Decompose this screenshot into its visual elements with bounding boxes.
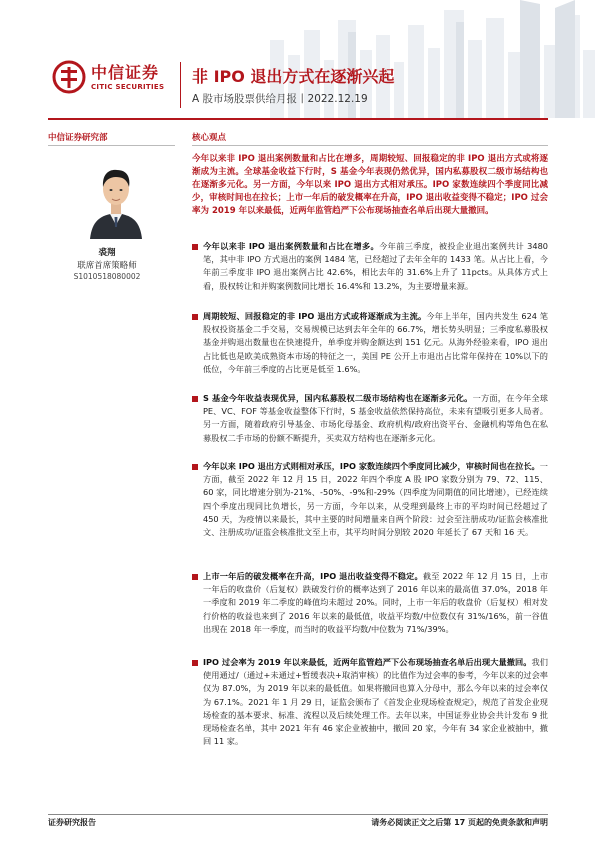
bullet-5-text: 截至 2022 年 12 月 15 日，上市一年后的收盘价（后复权）跌破发行价的概率达到了 2016 年以来的最高值 37.0%，2018 年一季度和 2019 年二季度的峰值均未超过 20%。同时，上市一年后的收盘价（后复权）相对发行价格的收益也来到了 2016 年以来的最低值，收益平均数/中位数仅有 31%/16%，前一谷值出现在 2018 年一季度，而当时的收益平均数/中位数为 71%/39%。 [203, 571, 549, 634]
bullet-6 [192, 656, 548, 748]
bullet-5 [192, 570, 548, 636]
analyst-avatar [86, 159, 146, 239]
brand-logo [52, 60, 164, 94]
analyst-role: 联席首席策略师 [77, 261, 137, 271]
header-divider [180, 62, 181, 108]
bullet-5-bold: 上市一年后的破发概率在升高，IPO 退出收益变得不稳定。 [203, 571, 423, 581]
footer-rule [48, 814, 548, 815]
section-heading: 核心观点 [192, 133, 227, 143]
sidebar-rule [48, 145, 175, 146]
analyst-license-id: S1010518080002 [73, 272, 141, 281]
bullet-2-text: 今年上半年，国内共发生 624 笔股权投资基金二手交易，交易规模已达到去年全年的 66.7%，增长势头明显；三季度私募股权基金并购退出数量也在快速提升，单季度并购金额达到 151 亿元。从海外经验来看，IPO 退出占比低也是欧美成熟资本市场的特征之一，美国 PE 公开上市退出占比常年保持在 10%以下的低位，今年前三季度的占比更是低至 1.6%。 [203, 311, 548, 374]
bullet-square-icon [192, 396, 198, 402]
bullet-6-bold: IPO 过会率为 2019 年以来最低，近两年监管趋严下公布现场抽查名单后出现大量撤回。 [203, 657, 532, 667]
footer-label: 证券研究报告 [48, 818, 96, 827]
bullet-6-text: 我们使用通过/（通过+未通过+暂缓表决+取消审核）的比值作为过会率的参考，今年以来的过会率仅为 87.0%，为 2019 年以来的最低值。如果将撤回也算入分母中，那么今年以来的过会率仅为 67.1%。2021 年 1 月 29 日，证监会颁布了《首发企业现场检查规定》，规范了首发企业现场检查的基本要求、标准、流程以及后续处理工作。去年以来，中国证券业协会共计发布 9 批现场检查名单，其中 2021 年有 46 家企业被抽中，撤回 20 家，今年有 34 家企业被抽中，撤回 11 家。 [203, 657, 548, 747]
bullet-4-text: 一方面，截至 2022 年 12 月 15 日，2022 年四个季度 A 股 IPO 家数分别为 79、72、115、60 家，同比增速分别为-21%、-50%、-9%和-29%（四季度为同期值的同比增速），已经连续四个季度出现同比负增长，另一方面，今年以来，从受理到最终上市的平均时间已经超过了 450 天，为疫情以来最长，其中主要的时间增量来自两个阶段：过会至注册成功/证监会核准批文、注册成功/证监会核准批文至上市，其平均时间分别较 2020 年延长了 67 天和 16 天。 [203, 461, 548, 538]
bullet-4-bold: 今年以来 IPO 退出方式则相对承压，IPO 家数连续四个季度同比减少，审核时间也在拉长。 [203, 461, 540, 471]
header-rule [48, 118, 548, 120]
section-rule [192, 145, 548, 146]
bullet-1-bold: 今年以来非 IPO 退出案例数量和占比在增多。 [203, 241, 380, 251]
bullet-2-bold: 周期较短、回报稳定的非 IPO 退出方式或将逐渐成为主流。 [203, 311, 427, 321]
bullet-3 [192, 392, 548, 445]
sidebar-heading: 中信证券研究部 [48, 133, 108, 143]
bullet-2 [192, 310, 548, 376]
bullet-3-text: 一方面，在今年全球 PE、VC、FOF 等基金收益整体下行时，S 基金收益依然保持高位，未来有望吸引更多人局者。另一方面，随着政府引导基金、市场化母基金、政府机构/政府出资平台、金融机构等角色在私募股权二手市场的份额不断提升，买卖双方结构也在逐渐多元化。 [203, 393, 548, 443]
bullet-square-icon [192, 464, 198, 470]
core-summary: 今年以来非 IPO 退出案例数量和占比在增多，周期较短、回报稳定的非 IPO 退出方式或将逐渐成为主流。全球基金收益下行时，S 基金今年表现仍然优异，国内私募股权二级市场结构也在逐渐多元化。另一方面，今年以来 IPO 退出方式相对承压。IPO 家数连续四个季度同比减少，审核时间也在拉长；上市一年后的破发概率在升高，IPO 退出收益变得不稳定；IPO 过会率为 2019 年以来最低，近两年监管趋严下公布现场抽查名单后出现大量撤回。 [192, 154, 548, 216]
footer-disclaimer: 请务必阅读正文之后第 17 页起的免责条款和声明 [371, 818, 548, 827]
bullet-3-bold: S 基金今年收益表现优异，国内私募股权二级市场结构也在逐渐多元化。 [203, 393, 473, 403]
bullet-1-text: 今年前三季度，被投企业退出案例共计 3480 笔，其中非 IPO 方式退出的案例 1484 笔，已经超过了去年全年的 1433 笔。从占比上看，今年前三季度非 IPO 退出案例占比 42.6%，相比去年的 31.6%上升了 11pcts。从具体方式上看，股权转让和并购案例数同比增长 16.4%和 13.2%，为主要增量来源。 [203, 241, 548, 291]
bullet-4 [192, 460, 548, 539]
brand-name-cn: 中信证券 [91, 62, 160, 82]
brand-name-en: CITIC SECURITIES [91, 82, 165, 91]
bullet-square-icon [192, 314, 198, 320]
citic-logo-icon [52, 60, 86, 94]
report-title: 非 IPO 退出方式在逐渐兴起 [192, 67, 395, 86]
bullet-square-icon [192, 244, 198, 250]
report-subtitle: A 股市场股票供给月报丨2022.12.19 [192, 93, 368, 105]
analyst-name: 裘翔 [98, 248, 116, 258]
bullet-square-icon [192, 574, 198, 580]
bullet-square-icon [192, 660, 198, 666]
bullet-1 [192, 240, 548, 293]
